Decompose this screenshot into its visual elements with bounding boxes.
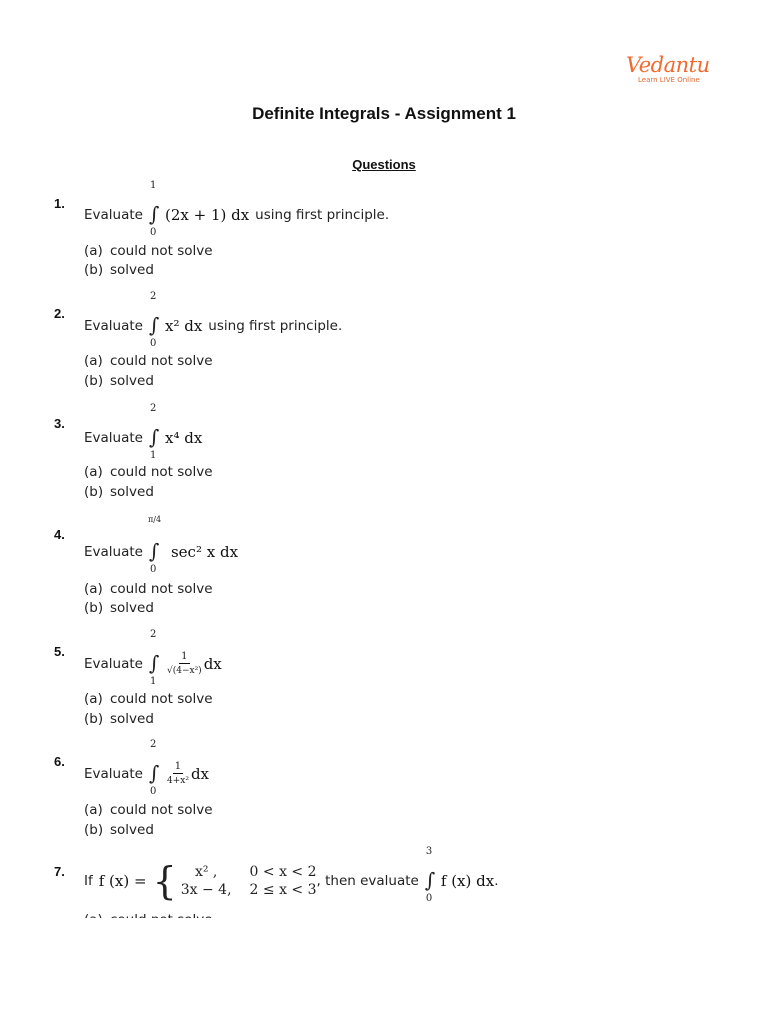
option-text: solved (110, 373, 154, 389)
option-a (84, 802, 213, 818)
upper-limit: 1 (149, 180, 157, 191)
option-text: solved (110, 262, 154, 278)
integral-sign: π/4 ∫ 0 (147, 515, 162, 575)
question-number: 2. (54, 306, 65, 321)
question-prefix: Evaluate (84, 656, 143, 672)
question-text (84, 180, 390, 238)
integral-sign: 2 ∫ 1 (148, 403, 160, 461)
question-suffix: using first principle. (255, 207, 390, 223)
question-prefix: Evaluate (84, 544, 143, 560)
case-2-condition: 2 ≤ x < 3 (249, 882, 317, 898)
option-text: solved (110, 600, 154, 616)
question-text (84, 846, 499, 904)
integrand: dx (190, 765, 209, 783)
logo-tagline: Learn LIVE Online (638, 76, 700, 84)
question-middle: , then evaluate (316, 873, 419, 889)
page-cutoff (0, 918, 768, 1024)
integral-sign: 2 ∫ 0 (148, 739, 160, 797)
option-tag: (b) (84, 484, 104, 500)
option-a (84, 464, 213, 480)
integrand: x⁴ dx (164, 429, 203, 447)
fraction (167, 761, 189, 787)
question-number: 3. (54, 416, 65, 431)
lower-limit: 0 (149, 564, 157, 575)
option-tag: (b) (84, 600, 104, 616)
option-b (84, 484, 154, 500)
option-text: solved (110, 822, 154, 838)
question-prefix: Evaluate (84, 318, 143, 334)
option-tag: (b) (84, 822, 104, 838)
option-b (84, 262, 154, 278)
piecewise-cases (181, 864, 317, 898)
upper-limit: 2 (149, 291, 157, 302)
fraction-numerator: 1 (181, 651, 188, 662)
question-number: 6. (54, 754, 65, 769)
case-1-expression: x² , (194, 864, 218, 880)
case-2-expression: 3x − 4, (180, 882, 232, 898)
option-a (84, 581, 213, 597)
question-number: 7. (54, 864, 65, 879)
question-suffix: using first principle. (208, 318, 343, 334)
integral-sign: 1 ∫ 0 (148, 180, 160, 238)
option-text: could not solve (110, 464, 213, 480)
question-number: 4. (54, 527, 65, 542)
option-tag: (a) (84, 353, 103, 369)
option-b (84, 711, 154, 727)
upper-limit: 3 (425, 846, 433, 857)
integrand: f (x) dx (440, 872, 495, 890)
option-b (84, 373, 154, 389)
option-text: could not solve (110, 581, 213, 597)
case-1-condition: 0 < x < 2 (249, 864, 317, 880)
option-text: could not solve (110, 691, 213, 707)
lower-limit: 0 (149, 227, 157, 238)
upper-limit: 2 (149, 629, 157, 640)
option-b (84, 600, 154, 616)
option-text: solved (110, 711, 154, 727)
integrand: x² dx (164, 317, 203, 335)
option-text: solved (110, 484, 154, 500)
question-prefix: Evaluate (84, 430, 143, 446)
option-tag: (b) (84, 373, 104, 389)
option-tag: (a) (84, 243, 103, 259)
question-text (84, 515, 239, 575)
function-def: f (x) = (98, 872, 147, 890)
option-a (84, 243, 213, 259)
option-text: could not solve (110, 353, 213, 369)
vedantu-logo (626, 52, 716, 92)
integrand: (2x + 1) dx (164, 206, 250, 224)
fraction-denominator: √(4−x²) (166, 666, 202, 676)
logo-wordmark: Vedantu (626, 53, 710, 77)
page-title: Definite Integrals - Assignment 1 (252, 104, 516, 123)
option-tag: (a) (84, 691, 103, 707)
integral-sign: 2 ∫ 0 (148, 291, 160, 349)
integrand: sec² x dx (170, 543, 239, 561)
upper-limit: π/4 (147, 515, 162, 524)
option-tag: (a) (84, 464, 103, 480)
lower-limit: 1 (149, 450, 157, 461)
option-tag: (b) (84, 711, 104, 727)
lower-limit: 0 (425, 893, 433, 904)
option-tag: (a) (84, 581, 103, 597)
lower-limit: 1 (149, 676, 157, 687)
question-number: 1. (54, 196, 65, 211)
option-text: could not solve (110, 802, 213, 818)
question-suffix: . (494, 873, 499, 889)
option-tag: (b) (84, 262, 104, 278)
integral-sign: 3 ∫ 0 (424, 846, 436, 904)
option-text: could not solve (110, 243, 213, 259)
lower-limit: 0 (149, 786, 157, 797)
integral-sign: 2 ∫ 1 (148, 629, 160, 687)
fraction-denominator: 4+x² (166, 776, 189, 786)
option-b (84, 822, 154, 838)
fraction-numerator: 1 (174, 761, 182, 772)
question-text (84, 403, 203, 461)
question-prefix: If (84, 873, 93, 889)
upper-limit: 2 (149, 403, 157, 414)
option-a (84, 353, 213, 369)
question-prefix: Evaluate (84, 207, 143, 223)
question-text (84, 291, 343, 349)
fraction (167, 651, 202, 677)
question-prefix: Evaluate (84, 766, 143, 782)
piecewise-brace: { (152, 859, 177, 903)
question-text (84, 739, 209, 797)
section-heading: Questions (352, 157, 416, 172)
integrand: dx (203, 655, 222, 673)
question-text (84, 629, 222, 687)
option-a (84, 691, 213, 707)
upper-limit: 2 (149, 739, 157, 750)
lower-limit: 0 (149, 338, 157, 349)
option-tag: (a) (84, 802, 103, 818)
question-number: 5. (54, 644, 65, 659)
